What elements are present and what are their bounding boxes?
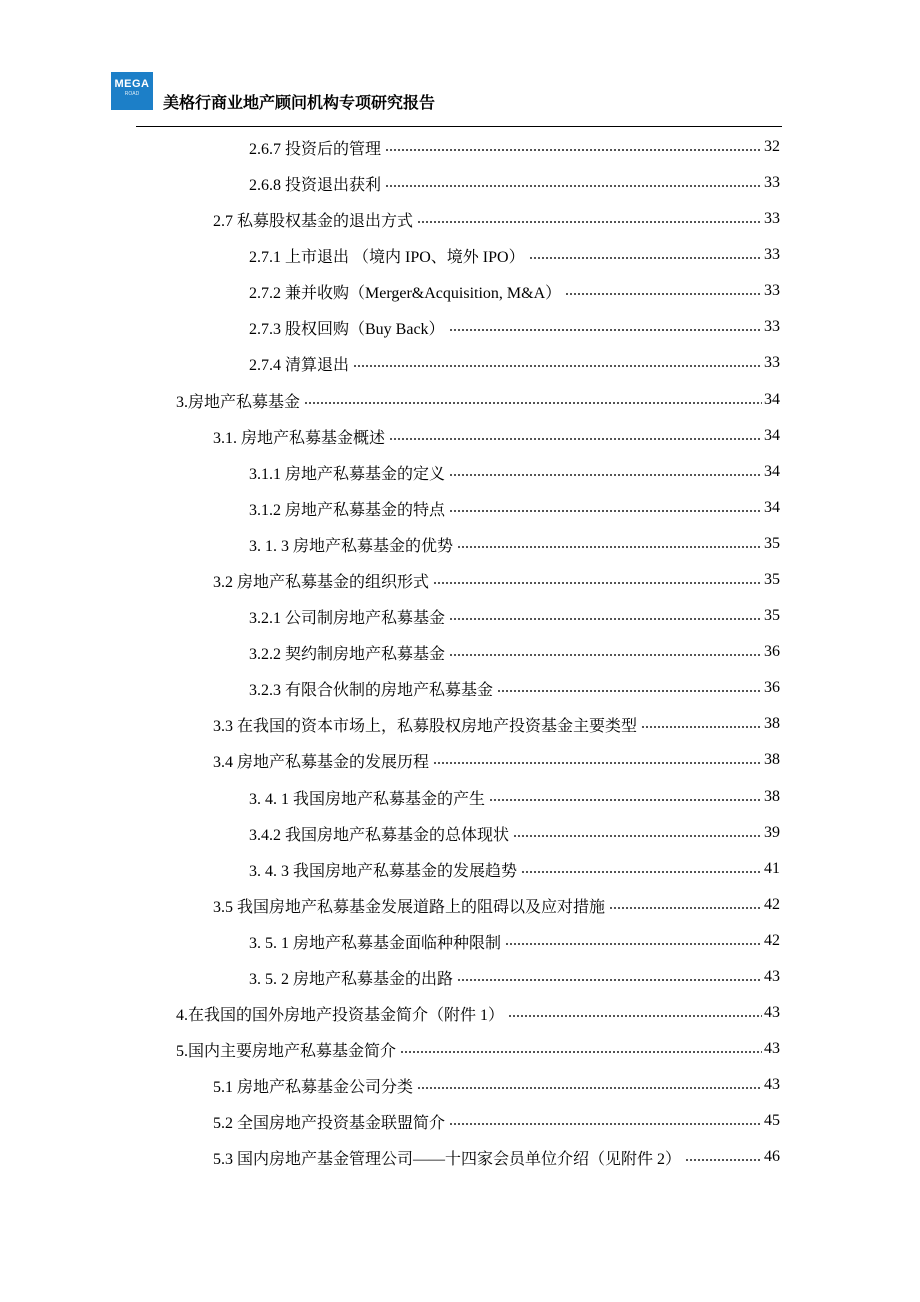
toc-entry-page: 33 bbox=[764, 354, 780, 371]
toc-entry[interactable] bbox=[249, 637, 780, 667]
toc-entry-title: 2.7 私募股权基金的退出方式 bbox=[213, 212, 414, 230]
toc-entry[interactable] bbox=[176, 998, 780, 1028]
toc-entry-title: 3. 4. 3 我国房地产私募基金的发展趋势 bbox=[249, 862, 518, 880]
toc-entry-page: 34 bbox=[764, 463, 780, 480]
toc-entry-page: 35 bbox=[764, 571, 780, 588]
toc-leader-dots bbox=[417, 221, 762, 223]
toc-entry-page: 33 bbox=[764, 246, 780, 263]
toc-leader-dots bbox=[353, 365, 762, 367]
toc-leader-dots bbox=[513, 835, 762, 837]
toc-entry-page: 43 bbox=[764, 1076, 780, 1093]
toc-entry[interactable] bbox=[249, 818, 780, 848]
toc-entry[interactable] bbox=[249, 529, 780, 559]
toc-entry-title: 5.1 房地产私募基金公司分类 bbox=[213, 1078, 414, 1096]
toc-leader-dots bbox=[389, 438, 762, 440]
toc-entry-title: 3.1. 房地产私募基金概述 bbox=[213, 429, 386, 447]
toc-entry[interactable] bbox=[213, 1106, 780, 1136]
toc-entry-page: 46 bbox=[764, 1148, 780, 1165]
toc-entry[interactable] bbox=[249, 493, 780, 523]
toc-leader-dots bbox=[565, 293, 762, 295]
toc-entry-page: 33 bbox=[764, 210, 780, 227]
toc-leader-dots bbox=[385, 185, 762, 187]
toc-entry-title: 2.7.3 股权回购（Buy Back） bbox=[249, 320, 445, 338]
toc-leader-dots bbox=[609, 907, 762, 909]
toc-entry[interactable] bbox=[213, 565, 780, 595]
toc-entry[interactable] bbox=[213, 890, 780, 920]
toc-leader-dots bbox=[385, 149, 762, 151]
toc-entry-title: 3. 5. 2 房地产私募基金的出路 bbox=[249, 970, 454, 988]
toc-entry[interactable] bbox=[249, 276, 780, 306]
toc-leader-dots bbox=[508, 1015, 762, 1017]
toc-entry-title: 3.2 房地产私募基金的组织形式 bbox=[213, 573, 430, 591]
toc-entry-title: 3.1.1 房地产私募基金的定义 bbox=[249, 465, 446, 483]
toc-entry-page: 39 bbox=[764, 824, 780, 841]
toc-leader-dots bbox=[449, 618, 762, 620]
report-header-title: 美格行商业地产顾问机构专项研究报告 bbox=[163, 93, 436, 112]
toc-entry-page: 32 bbox=[764, 138, 780, 155]
toc-leader-dots bbox=[400, 1051, 762, 1053]
toc-entry[interactable] bbox=[249, 673, 780, 703]
toc-entry[interactable] bbox=[249, 312, 780, 342]
toc-entry[interactable] bbox=[249, 962, 780, 992]
toc-leader-dots bbox=[685, 1159, 762, 1161]
header-divider bbox=[136, 126, 782, 127]
toc-leader-dots bbox=[529, 257, 762, 259]
toc-entry-title: 4.在我国的国外房地产投资基金简介（附件 1） bbox=[176, 1006, 505, 1024]
toc-entry-title: 3.1.2 房地产私募基金的特点 bbox=[249, 501, 446, 519]
toc-entry[interactable] bbox=[249, 168, 780, 198]
mega-road-logo bbox=[111, 72, 153, 110]
toc-entry-page: 38 bbox=[764, 788, 780, 805]
toc-entry-page: 34 bbox=[764, 391, 780, 408]
toc-entry-title: 3.5 我国房地产私募基金发展道路上的阻碍以及应对措施 bbox=[213, 898, 606, 916]
toc-entry-title: 3.2.2 契约制房地产私募基金 bbox=[249, 645, 446, 663]
toc-entry[interactable] bbox=[213, 1070, 780, 1100]
toc-leader-dots bbox=[449, 1123, 762, 1125]
toc-entry-title: 3.3 在我国的资本市场上，私募股权房地产投资基金主要类型 bbox=[213, 717, 638, 735]
toc-entry-page: 42 bbox=[764, 932, 780, 949]
toc-entry-title: 5.国内主要房地产私募基金简介 bbox=[176, 1042, 397, 1060]
toc-leader-dots bbox=[457, 546, 762, 548]
toc-entry-title: 2.7.4 清算退出 bbox=[249, 356, 350, 374]
toc-entry[interactable] bbox=[176, 1034, 780, 1064]
toc-entry-title: 3. 5. 1 房地产私募基金面临种种限制 bbox=[249, 934, 502, 952]
toc-leader-dots bbox=[505, 943, 762, 945]
toc-leader-dots bbox=[489, 799, 762, 801]
toc-leader-dots bbox=[497, 690, 762, 692]
toc-entry-title: 3.2.1 公司制房地产私募基金 bbox=[249, 609, 446, 627]
toc-leader-dots bbox=[433, 582, 762, 584]
toc-entry-title: 3. 4. 1 我国房地产私募基金的产生 bbox=[249, 790, 486, 808]
toc-entry[interactable] bbox=[249, 240, 780, 270]
toc-entry-title: 5.2 全国房地产投资基金联盟简介 bbox=[213, 1114, 446, 1132]
toc-leader-dots bbox=[449, 654, 762, 656]
toc-entry-page: 41 bbox=[764, 860, 780, 877]
toc-entry[interactable] bbox=[213, 204, 780, 234]
toc-leader-dots bbox=[457, 979, 762, 981]
toc-entry[interactable] bbox=[249, 457, 780, 487]
toc-leader-dots bbox=[641, 726, 762, 728]
toc-entry[interactable] bbox=[249, 132, 780, 162]
toc-entry-page: 33 bbox=[764, 174, 780, 191]
toc-entry-title: 5.3 国内房地产基金管理公司——十四家会员单位介绍（见附件 2） bbox=[213, 1150, 682, 1168]
toc-entry-title: 2.6.7 投资后的管理 bbox=[249, 140, 382, 158]
toc-entry[interactable] bbox=[249, 782, 780, 812]
toc-entry-page: 36 bbox=[764, 643, 780, 660]
toc-entry-page: 34 bbox=[764, 427, 780, 444]
toc-entry-title: 3.2.3 有限合伙制的房地产私募基金 bbox=[249, 681, 494, 699]
toc-entry-page: 43 bbox=[764, 1040, 780, 1057]
toc-entry-page: 43 bbox=[764, 1004, 780, 1021]
toc-entry[interactable] bbox=[213, 709, 780, 739]
toc-entry[interactable] bbox=[213, 421, 780, 451]
toc-entry-page: 33 bbox=[764, 318, 780, 335]
toc-entry-page: 38 bbox=[764, 715, 780, 732]
toc-leader-dots bbox=[433, 762, 762, 764]
toc-leader-dots bbox=[417, 1087, 762, 1089]
toc-entry-page: 36 bbox=[764, 679, 780, 696]
toc-entry-title: 3.房地产私募基金 bbox=[176, 393, 301, 411]
toc-entry-page: 45 bbox=[764, 1112, 780, 1129]
toc-entry-title: 2.7.1 上市退出 （境内 IPO、境外 IPO） bbox=[249, 248, 525, 266]
toc-entry-title: 3.4.2 我国房地产私募基金的总体现状 bbox=[249, 826, 510, 844]
toc-entry-title: 3.4 房地产私募基金的发展历程 bbox=[213, 753, 430, 771]
toc-entry[interactable] bbox=[176, 385, 780, 415]
toc-entry[interactable] bbox=[249, 601, 780, 631]
toc-entry-page: 35 bbox=[764, 535, 780, 552]
toc-entry-page: 33 bbox=[764, 282, 780, 299]
toc-leader-dots bbox=[304, 402, 762, 404]
toc-entry[interactable] bbox=[249, 348, 780, 378]
toc-entry[interactable] bbox=[213, 745, 780, 775]
toc-entry[interactable] bbox=[249, 854, 780, 884]
toc-entry-page: 38 bbox=[764, 751, 780, 768]
toc-entry-page: 42 bbox=[764, 896, 780, 913]
toc-entry-title: 3. 1. 3 房地产私募基金的优势 bbox=[249, 537, 454, 555]
toc-entry-page: 35 bbox=[764, 607, 780, 624]
toc-entry-title: 2.6.8 投资退出获利 bbox=[249, 176, 382, 194]
logo-subtext: ROAD bbox=[124, 91, 140, 97]
toc-leader-dots bbox=[449, 474, 762, 476]
toc-leader-dots bbox=[449, 329, 762, 331]
toc-entry-page: 43 bbox=[764, 968, 780, 985]
toc-entry[interactable] bbox=[249, 926, 780, 956]
toc-leader-dots bbox=[521, 871, 762, 873]
toc-leader-dots bbox=[449, 510, 762, 512]
toc-entry[interactable] bbox=[213, 1142, 780, 1172]
logo-text: MEGA bbox=[114, 78, 150, 90]
toc-entry-title: 2.7.2 兼并收购（Merger&Acquisition, M&A） bbox=[249, 284, 562, 302]
toc-entry-page: 34 bbox=[764, 499, 780, 516]
